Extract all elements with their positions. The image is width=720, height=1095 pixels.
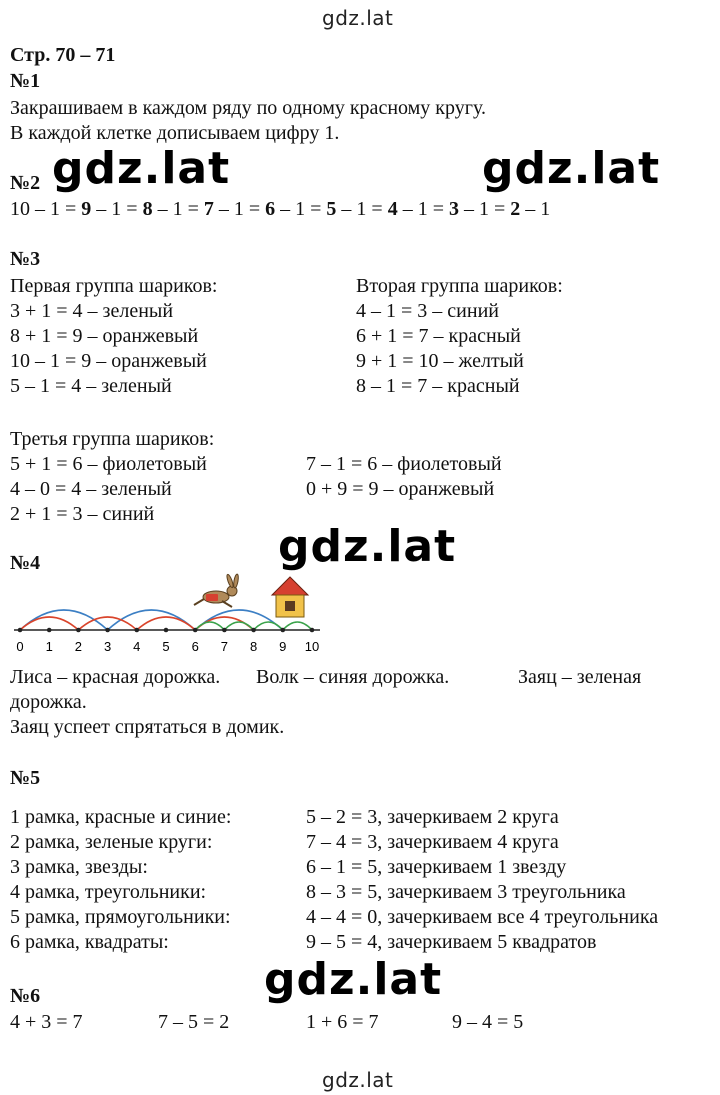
- tick-dot: [164, 628, 169, 633]
- group3-line: 5 + 1 = 6 – фиолетовый: [10, 453, 207, 475]
- chain-operation: – 1 =: [397, 198, 449, 220]
- chain-result: 8: [142, 198, 153, 220]
- task5-answer: 5 – 2 = 3, зачеркиваем 2 круга: [306, 806, 559, 828]
- chain-result: 2: [510, 198, 521, 220]
- task4-conclusion: Заяц успеет спрятаться в домик.: [10, 716, 285, 738]
- hare-path-arc: [254, 622, 283, 630]
- tick-label: 6: [191, 639, 199, 654]
- answer-hare-cont: дорожка.: [10, 691, 87, 713]
- chain-result: 9: [81, 198, 92, 220]
- hare-path-arc: [283, 622, 312, 630]
- chain-operation: – 1 =: [213, 198, 266, 220]
- task5-answer: 6 – 1 = 5, зачеркиваем 1 звезду: [306, 856, 567, 878]
- task6-item: 7 – 5 = 2: [158, 1011, 230, 1033]
- group2-line: 4 – 1 = 3 – синий: [356, 300, 499, 322]
- chain-operation: 10 – 1 =: [10, 198, 82, 220]
- number-line-illustration: [0, 565, 330, 660]
- tick-label: 0: [16, 639, 24, 654]
- group1-title: Первая группа шариков:: [10, 275, 218, 297]
- tick-label: 4: [133, 639, 141, 654]
- task1-line-1: Закрашиваем в каждом ряду по одному красному кругу.: [10, 97, 486, 119]
- chain-result: 6: [265, 198, 276, 220]
- group2-line: 9 + 1 = 10 – желтый: [356, 350, 524, 372]
- task1-title: №1: [10, 70, 41, 92]
- answer-wolf: Волк – синяя дорожка.: [256, 666, 450, 688]
- chain-operation: – 1 =: [275, 198, 327, 220]
- task6-item: 1 + 6 = 7: [306, 1011, 379, 1033]
- hare-icon: [194, 574, 239, 607]
- task5-answer: 8 – 3 = 5, зачеркиваем 3 треугольника: [306, 881, 626, 903]
- tick-dot: [47, 628, 52, 633]
- task5-frame: 6 рамка, квадраты:: [10, 931, 169, 953]
- group3-line: 2 + 1 = 3 – синий: [10, 503, 155, 525]
- task1-line-2: В каждой клетке дописываем цифру 1.: [10, 122, 340, 144]
- group3-line: 0 + 9 = 9 – оранжевый: [306, 478, 495, 500]
- hare-path-arc: [195, 622, 224, 630]
- tick-label: 3: [103, 639, 112, 654]
- tick-dot: [310, 628, 315, 633]
- group3-line: 7 – 1 = 6 – фиолетовый: [306, 453, 502, 475]
- tick-label: 2: [74, 639, 83, 654]
- task5-frame: 1 рамка, красные и синие:: [10, 806, 232, 828]
- watermark-left: gdz.lat: [52, 143, 231, 194]
- chain-operation: – 1 =: [152, 198, 204, 220]
- tick-dot: [193, 628, 198, 633]
- chain-result: 3: [448, 198, 459, 220]
- answer-hare: Заяц – зеленая: [518, 666, 642, 688]
- task5-frame: 4 рамка, треугольники:: [10, 881, 207, 903]
- chain-result: 4: [387, 198, 398, 220]
- tick-dot: [105, 628, 110, 633]
- watermark-right: gdz.lat: [482, 143, 661, 194]
- tick-label: 5: [162, 639, 170, 654]
- watermark-bottom: gdz.lat: [322, 1068, 394, 1092]
- watermark-lower: gdz.lat: [264, 954, 443, 1005]
- tick-label: 10: [304, 639, 320, 654]
- task6-item: 9 – 4 = 5: [452, 1011, 524, 1033]
- answer-fox: Лиса – красная дорожка.: [10, 666, 221, 688]
- chain-operation: – 1 =: [336, 198, 388, 220]
- tick-dot: [222, 628, 227, 633]
- watermark-top: gdz.lat: [322, 6, 394, 30]
- chain-operation: – 1: [520, 198, 551, 220]
- task5-frame: 2 рамка, зеленые круги:: [10, 831, 213, 853]
- task3-title: №3: [10, 248, 41, 270]
- task5-answer: 4 – 4 = 0, зачеркиваем все 4 треугольника: [306, 906, 659, 928]
- group1-line: 8 + 1 = 9 – оранжевый: [10, 325, 199, 347]
- group2-line: 8 – 1 = 7 – красный: [356, 375, 520, 397]
- house-icon: [272, 577, 308, 617]
- task5-answer: 7 – 4 = 3, зачеркиваем 4 круга: [306, 831, 559, 853]
- hare-path-arc: [224, 622, 253, 630]
- group1-line: 3 + 1 = 4 – зеленый: [10, 300, 174, 322]
- jump-arcs: [20, 610, 312, 630]
- tick-dot: [135, 628, 140, 633]
- group2-title: Вторая группа шариков:: [356, 275, 563, 297]
- task5-frame: 5 рамка, прямоугольники:: [10, 906, 231, 928]
- page-header: Стр. 70 – 71: [10, 44, 116, 66]
- chain-operation: – 1 =: [458, 198, 511, 220]
- group1-line: 10 – 1 = 9 – оранжевый: [10, 350, 207, 372]
- task2-chain: [10, 197, 550, 221]
- group2-line: 6 + 1 = 7 – красный: [356, 325, 521, 347]
- watermark-middle: gdz.lat: [278, 521, 457, 572]
- task4-title: №4: [10, 552, 41, 574]
- task5-title: №5: [10, 767, 41, 789]
- tick-label: 8: [249, 639, 258, 654]
- group3-title: Третья группа шариков:: [10, 428, 215, 450]
- tick-dot: [18, 628, 23, 633]
- chain-operation: – 1 =: [91, 198, 143, 220]
- group3-line: 4 – 0 = 4 – зеленый: [10, 478, 172, 500]
- tick-dot: [76, 628, 81, 633]
- number-line-ticks: [16, 628, 319, 654]
- group1-line: 5 – 1 = 4 – зеленый: [10, 375, 172, 397]
- task5-frame: 3 рамка, звезды:: [10, 856, 148, 878]
- tick-label: 7: [220, 639, 229, 654]
- task6-title: №6: [10, 985, 41, 1007]
- tick-label: 1: [45, 639, 53, 654]
- tick-label: 9: [279, 639, 287, 654]
- task6-item: 4 + 3 = 7: [10, 1011, 83, 1033]
- task2-title: №2: [10, 172, 41, 194]
- task5-answer: 9 – 5 = 4, зачеркиваем 5 квадратов: [306, 931, 597, 953]
- chain-result: 7: [203, 198, 214, 220]
- tick-dot: [251, 628, 256, 633]
- chain-result: 5: [326, 198, 337, 220]
- tick-dot: [281, 628, 286, 633]
